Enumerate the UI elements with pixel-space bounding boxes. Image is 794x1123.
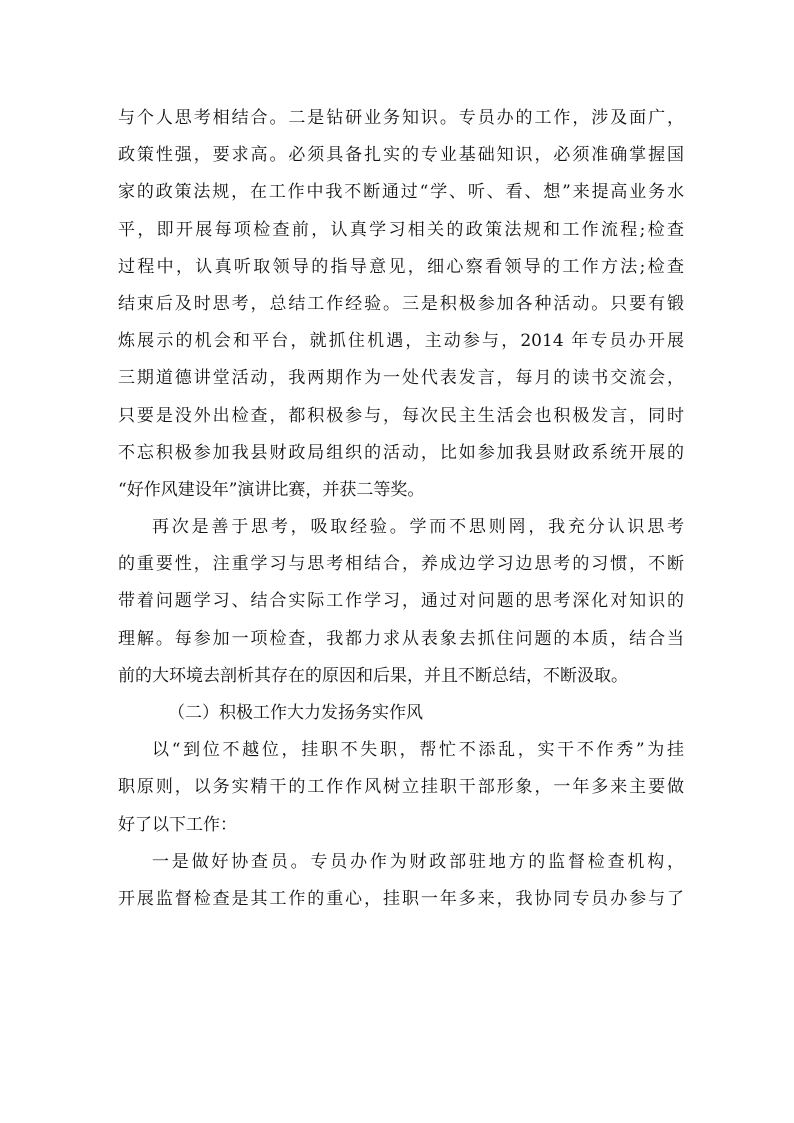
text-line: “好作风建设年”演讲比赛，并获二等奖。 bbox=[118, 479, 425, 500]
text-line: 一是做好协查员。专员办作为财政部驻地方的监督检查机构， bbox=[152, 851, 684, 872]
text-line: 过程中，认真听取领导的指导意见，细心察看领导的工作方法;检查 bbox=[118, 256, 684, 277]
text-line: 以“到位不越位，挂职不失职，帮忙不添乱，实干不作秀”为挂 bbox=[152, 740, 684, 761]
paragraph-4 bbox=[118, 844, 684, 918]
paragraph-1 bbox=[118, 100, 684, 509]
text-line: 家的政策法规，在工作中我不断通过“学、听、看、想”来提高业务水 bbox=[118, 182, 684, 203]
text-line: 只要是没外出检查，都积极参与，每次民主生活会也积极发言，同时 bbox=[118, 405, 684, 426]
section-heading bbox=[118, 695, 684, 732]
paragraph-3 bbox=[118, 732, 684, 844]
text-line: 好了以下工作： bbox=[118, 814, 237, 835]
text-line: 炼展示的机会和平台，就抓住机遇，主动参与，2014 年专员办开展 bbox=[118, 331, 684, 352]
document-page bbox=[118, 100, 684, 918]
text-line: 带着问题学习、结合实际工作学习，通过对问题的思考深化对知识的 bbox=[118, 591, 684, 612]
text-line: 与个人思考相结合。二是钻研业务知识。专员办的工作，涉及面广， bbox=[118, 108, 684, 128]
text-line: 三期道德讲堂活动，我两期作为一处代表发言，每月的读书交流会， bbox=[118, 368, 684, 389]
text-line: 政策性强，要求高。必须具备扎实的专业基础知识，必须准确掌握国 bbox=[118, 145, 684, 166]
text-line: 再次是善于思考，吸取经验。学而不思则罔，我充分认识思考 bbox=[152, 517, 684, 538]
text-line: 开展监督检查是其工作的重心，挂职一年多来，我协同专员办参与了 bbox=[118, 888, 684, 909]
text-line: 平，即开展每项检查前，认真学习相关的政策法规和工作流程;检查 bbox=[118, 219, 684, 240]
text-line: 职原则，以务实精干的工作作风树立挂职干部形象，一年多来主要做 bbox=[118, 777, 684, 798]
text-line: 的重要性，注重学习与思考相结合，养成边学习边思考的习惯，不断 bbox=[118, 554, 684, 575]
text-line: 结束后及时思考，总结工作经验。三是积极参加各种活动。只要有锻 bbox=[118, 293, 684, 314]
text-line: 理解。每参加一项检查，我都力求从表象去抓住问题的本质，结合当 bbox=[118, 628, 684, 649]
text-line: 不忘积极参加我县财政局组织的活动，比如参加我县财政系统开展的 bbox=[118, 442, 684, 463]
paragraph-2 bbox=[118, 509, 684, 695]
section-heading-text: （二）积极工作大力发扬务实作风 bbox=[168, 703, 423, 723]
text-line: 前的大环境去剖析其存在的原因和后果，并且不断总结，不断汲取。 bbox=[118, 665, 628, 686]
